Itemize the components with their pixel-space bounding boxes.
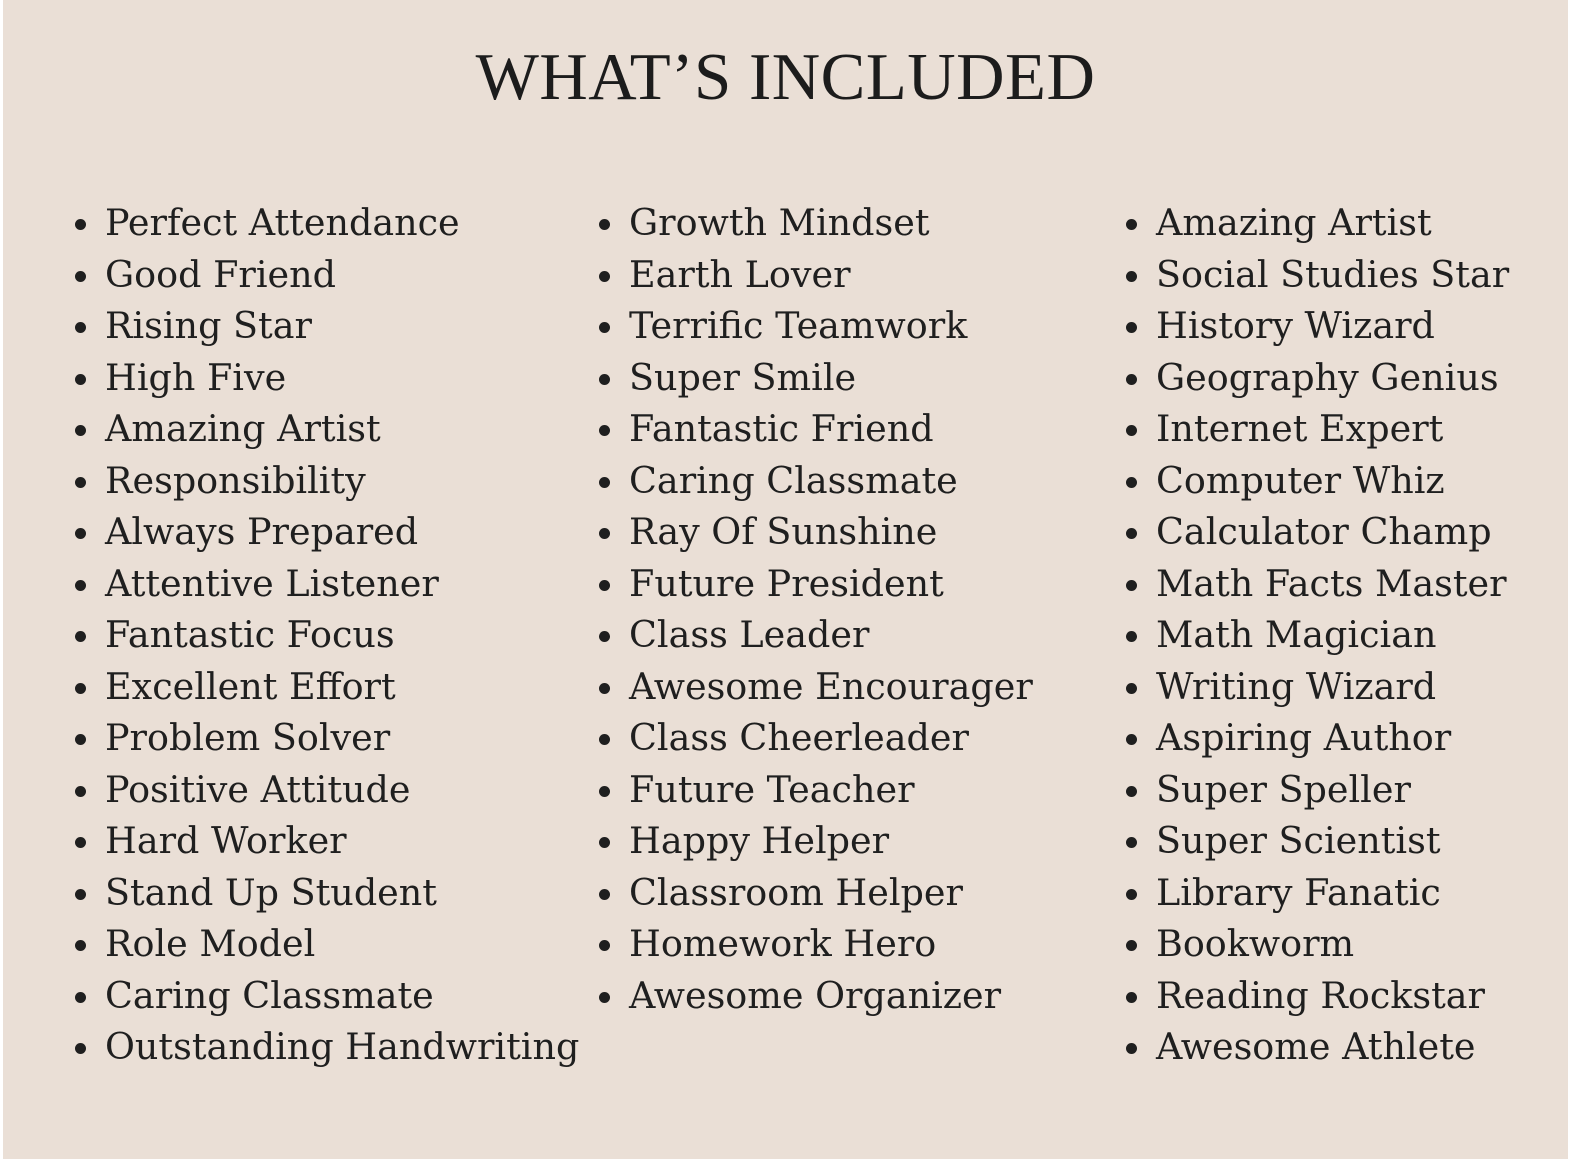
list-item: Terrific Teamwork — [599, 300, 1033, 352]
list-item: Happy Helper — [599, 815, 1033, 867]
list-item: Ray Of Sunshine — [599, 506, 1033, 558]
list-item: High Five — [75, 352, 579, 404]
list-item: Super Speller — [1126, 764, 1509, 816]
list-item: Bookworm — [1126, 918, 1509, 970]
award-list-column-3 — [1126, 197, 1509, 1073]
list-item: Future Teacher — [599, 764, 1033, 816]
list-item: History Wizard — [1126, 300, 1509, 352]
page-title: WHAT’S INCLUDED — [475, 40, 1096, 114]
list-item: Homework Hero — [599, 918, 1033, 970]
list-item: Class Cheerleader — [599, 712, 1033, 764]
list-item: Classroom Helper — [599, 867, 1033, 919]
list-item: Amazing Artist — [1126, 197, 1509, 249]
list-item: Internet Expert — [1126, 403, 1509, 455]
list-item: Math Facts Master — [1126, 558, 1509, 610]
list-item: Responsibility — [75, 455, 579, 507]
list-item: Positive Attitude — [75, 764, 579, 816]
award-list-column-2 — [599, 197, 1033, 1021]
list-item: Class Leader — [599, 609, 1033, 661]
list-item: Stand Up Student — [75, 867, 579, 919]
list-item: Geography Genius — [1126, 352, 1509, 404]
list-item: Calculator Champ — [1126, 506, 1509, 558]
list-item: Excellent Effort — [75, 661, 579, 713]
list-item: Awesome Athlete — [1126, 1021, 1509, 1073]
list-item: Fantastic Focus — [75, 609, 579, 661]
list-item: Fantastic Friend — [599, 403, 1033, 455]
list-item: Awesome Encourager — [599, 661, 1033, 713]
list-item: Rising Star — [75, 300, 579, 352]
list-item: Writing Wizard — [1126, 661, 1509, 713]
list-item: Super Scientist — [1126, 815, 1509, 867]
list-item: Hard Worker — [75, 815, 579, 867]
list-item: Aspiring Author — [1126, 712, 1509, 764]
list-item: Perfect Attendance — [75, 197, 579, 249]
list-item: Attentive Listener — [75, 558, 579, 610]
list-item: Social Studies Star — [1126, 249, 1509, 301]
list-item: Role Model — [75, 918, 579, 970]
list-item: Earth Lover — [599, 249, 1033, 301]
list-item: Future President — [599, 558, 1033, 610]
list-item: Amazing Artist — [75, 403, 579, 455]
list-item: Outstanding Handwriting — [75, 1021, 579, 1073]
award-list-column-1 — [75, 197, 579, 1073]
list-item: Super Smile — [599, 352, 1033, 404]
list-item: Library Fanatic — [1126, 867, 1509, 919]
included-sheet — [3, 0, 1568, 1159]
list-item: Reading Rockstar — [1126, 970, 1509, 1022]
list-item: Math Magician — [1126, 609, 1509, 661]
list-item: Problem Solver — [75, 712, 579, 764]
list-item: Caring Classmate — [599, 455, 1033, 507]
list-item: Always Prepared — [75, 506, 579, 558]
list-item: Awesome Organizer — [599, 970, 1033, 1022]
list-item: Good Friend — [75, 249, 579, 301]
list-item: Caring Classmate — [75, 970, 579, 1022]
list-item: Computer Whiz — [1126, 455, 1509, 507]
list-item: Growth Mindset — [599, 197, 1033, 249]
